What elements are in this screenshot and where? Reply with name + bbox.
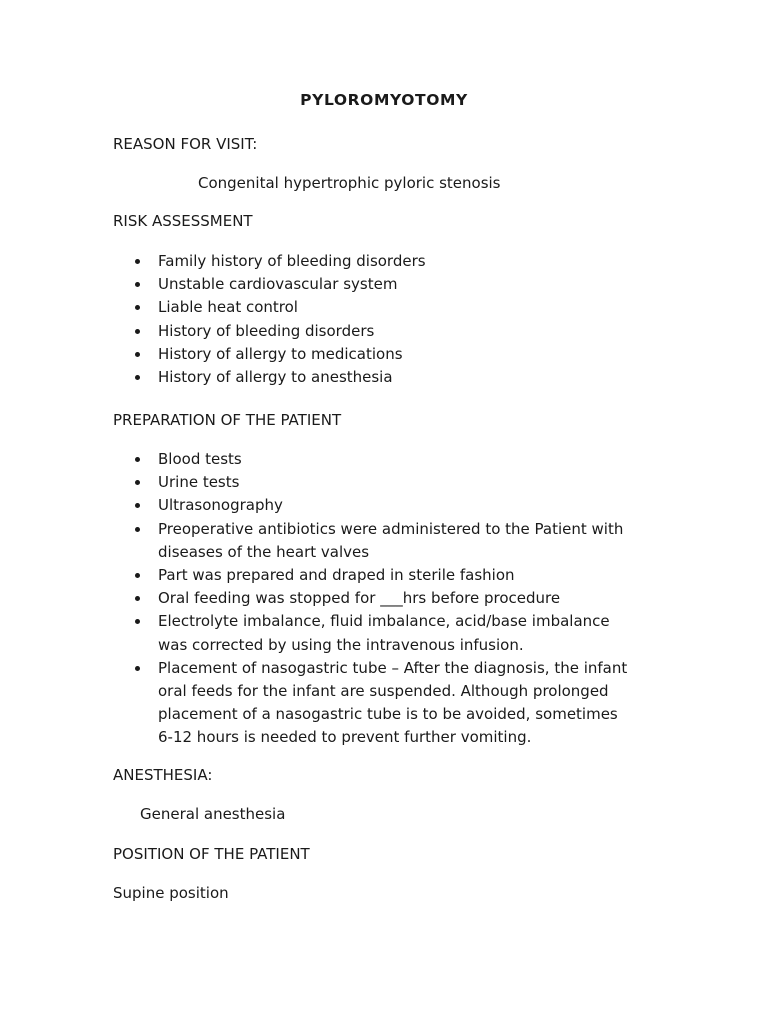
anesthesia-heading: ANESTHESIA: — [113, 766, 213, 784]
list-item: History of allergy to medications — [113, 343, 653, 366]
list-item: Family history of bleeding disorders — [113, 250, 653, 273]
document-title: PYLOROMYOTOMY — [300, 91, 468, 109]
list-item: Unstable cardiovascular system — [113, 273, 653, 296]
list-item: History of allergy to anesthesia — [113, 366, 653, 389]
list-item: Urine tests — [113, 471, 633, 494]
reason-for-visit-heading: REASON FOR VISIT: — [113, 135, 258, 153]
list-item: Oral feeding was stopped for ___hrs before procedure — [113, 587, 633, 610]
preparation-heading: PREPARATION OF THE PATIENT — [113, 411, 342, 429]
list-item: History of bleeding disorders — [113, 320, 653, 343]
list-item: Part was prepared and draped in sterile fashion — [113, 564, 633, 587]
list-item: Preoperative antibiotics were administered to the Patient with diseases of the heart valves — [113, 518, 633, 564]
list-item: Electrolyte imbalance, fluid imbalance, acid/base imbalance was corrected by using the intravenous infusion. — [113, 610, 633, 656]
list-item: Ultrasonography — [113, 494, 633, 517]
list-item: Placement of nasogastric tube – After the diagnosis, the infant oral feeds for the infant are suspended. Although prolonged placement of a nasogastric tube is to be avoided, sometimes 6-12 hours is needed to prevent further vomiting. — [113, 657, 633, 750]
reason-for-visit-text: Congenital hypertrophic pyloric stenosis — [198, 174, 501, 192]
preparation-list — [113, 448, 633, 750]
anesthesia-text: General anesthesia — [140, 805, 286, 823]
list-item: Liable heat control — [113, 296, 653, 319]
risk-assessment-list — [113, 250, 653, 389]
risk-assessment-heading: RISK ASSESSMENT — [113, 212, 253, 230]
position-text: Supine position — [113, 884, 229, 902]
position-heading: POSITION OF THE PATIENT — [113, 845, 310, 863]
list-item: Blood tests — [113, 448, 633, 471]
